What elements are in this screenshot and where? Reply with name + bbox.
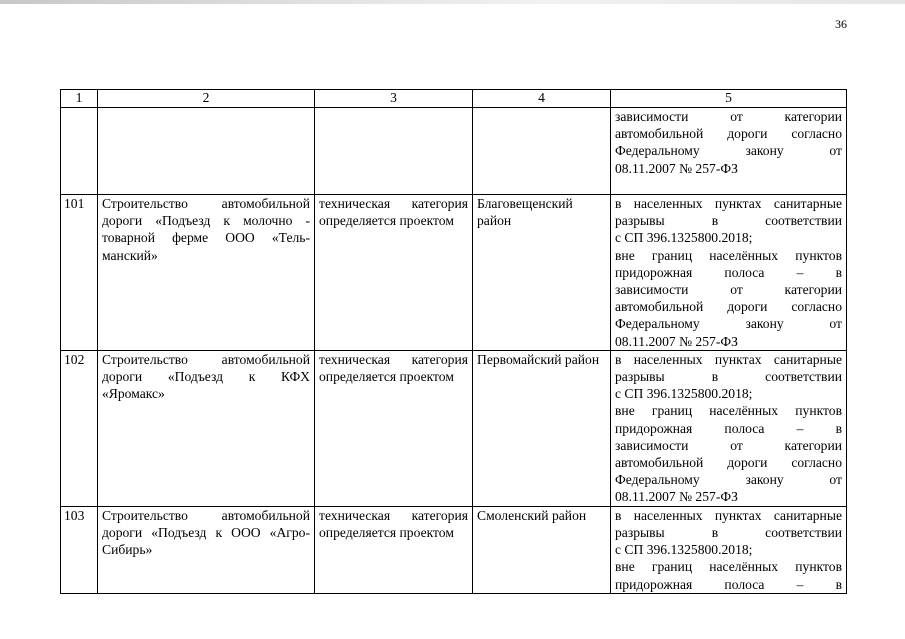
scan-edge-artifact [0,0,905,4]
column-header-1: 1 [61,90,98,108]
column-header-3: 3 [315,90,473,108]
cell-district: Первомайский район [473,350,611,506]
zones-line: разрывы в соответствии [615,369,842,385]
column-header-5: 5 [611,90,847,108]
zones-line: зависимости от категории [615,282,842,298]
table-row [61,350,847,506]
column-header-2: 2 [98,90,315,108]
zones-line: разрывы в соответствии [615,213,842,229]
cell-category: техническая категория определяется проектом [315,506,473,593]
cell-object: Строительство автомобильной дороги «Подъезд к молочно - товарной ферме ООО «Тель-манский» [98,195,315,351]
zones-line: в населенных пунктах санитарные [615,507,842,523]
zones-line: вне границ населённых пунктов [615,559,842,575]
cell-zones [611,195,847,351]
zones-line: в населенных пунктах санитарные [615,196,842,211]
zones-line: Федеральному закону от [615,472,842,488]
zones-line: с СП 396.1325800.2018; [615,386,753,402]
cell-object [98,350,315,506]
zones-line: вне границ населённых пунктов [615,403,842,419]
zones-line: Федеральному закону от [615,143,842,159]
objects-table [60,89,847,594]
cell-district: Благовещенский район [473,195,611,351]
object-line-2: дороги «Подъезд к КФХ [102,369,310,385]
cell-zones [611,506,847,593]
column-header-4: 4 [473,90,611,108]
cell-num: 102 [61,350,98,506]
table-header-row [61,90,847,108]
zones-line: вне границ населённых пунктов [615,247,842,263]
zones-line: Федеральному закону от [615,316,842,332]
cell-num: 101 [61,195,98,351]
zones-line: разрывы в соответствии [615,525,842,541]
zones-line: придорожная полоса – в [615,576,842,592]
zones-line: зависимости от категории [615,437,842,453]
cell-object [98,108,315,195]
cell-num [61,108,98,195]
cell-category: техническая категория определяется проектом [315,195,473,351]
cell-num: 103 [61,506,98,593]
cell-district: Смоленский район [473,506,611,593]
cell-zones [611,350,847,506]
zones-line: автомобильной дороги согласно [615,126,842,142]
zones-line: придорожная полоса – в [615,420,842,436]
page-number: 36 [835,17,847,31]
zones-line: автомобильной дороги согласно [615,299,842,315]
cell-district [473,108,611,195]
cell-object: Строительство автомобильной дороги «Подъезд к ООО «Агро-Сибирь» [98,506,315,593]
zones-line: в населенных пунктах санитарные [615,351,842,367]
cell-zones [611,108,847,195]
zones-line: 08.11.2007 № 257-ФЗ [615,489,738,505]
object-line-3: «Яромакс» [102,386,165,402]
cell-category: техническая категория определяется проектом [315,350,473,506]
object-line-1: Строительство автомобильной [102,351,310,367]
zones-line: зависимости от категории [615,109,842,124]
zones-line: 08.11.2007 № 257-ФЗ [615,160,738,176]
table-row [61,195,847,351]
zones-line: с СП 396.1325800.2018; [615,542,753,558]
cell-category [315,108,473,195]
zones-line: придорожная полоса – в [615,264,842,280]
zones-line: с СП 396.1325800.2018; [615,230,753,246]
table-row [61,506,847,593]
zones-line: 08.11.2007 № 257-ФЗ [615,333,738,349]
table-row-continuation [61,108,847,195]
zones-line: автомобильной дороги согласно [615,455,842,471]
